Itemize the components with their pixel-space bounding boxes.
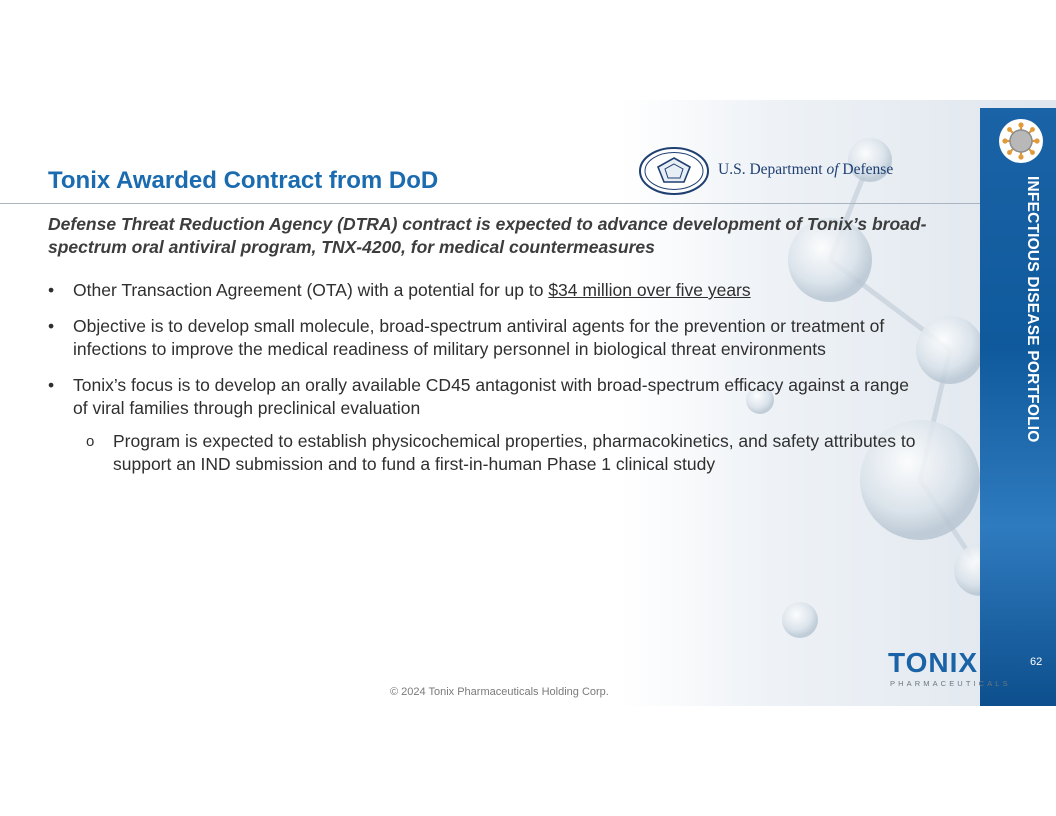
title-divider [0,203,980,204]
sub-list-item: o Program is expected to establish physicochemical properties, pharmacokinetics, and safety attributes to support an IND submission and to fund a first-in-human Phase 1 clinical study [86,431,916,474]
bullet-marker: • [48,375,55,395]
list-item: • Other Transaction Agreement (OTA) with a potential for up to $34 million over five years [48,280,751,300]
bullet-marker: • [48,280,55,300]
page-title: Tonix Awarded Contract from DoD [48,167,439,194]
section-label: INFECTIOUS DISEASE PORTFOLIO [1024,176,1041,443]
list-item: • Objective is to develop small molecule, broad-spectrum antiviral agents for the prevention or treatment of infections to improve the medical readiness of military personnel in biological threat environments [48,316,885,359]
contract-value-highlight: $34 million over five years [548,280,751,300]
virus-icon [998,118,1044,164]
page-number: 62 [1030,656,1043,668]
tonix-logo-sub: PHARMACEUTICALS [890,679,1011,688]
sub-bullet-marker: o [86,433,95,450]
subtitle: Defense Threat Reduction Agency (DTRA) contract is expected to advance development of Tonix’s broad-spectrum oral antiviral program, TNX-4200, for medical countermeasures [48,214,927,257]
bullet-list [48,279,918,489]
dod-logo-text: U.S. Department of Defense [718,161,894,178]
copyright: © 2024 Tonix Pharmaceuticals Holding Corp. [390,686,609,698]
bullet-marker: • [48,316,55,336]
tonix-logo [888,647,1011,691]
list-item: • Tonix’s focus is to develop an orally available CD45 antagonist with broad-spectrum efficacy against a range of viral families through preclinical evaluation [48,375,909,418]
tonix-logo-word: TONIX [888,647,979,678]
